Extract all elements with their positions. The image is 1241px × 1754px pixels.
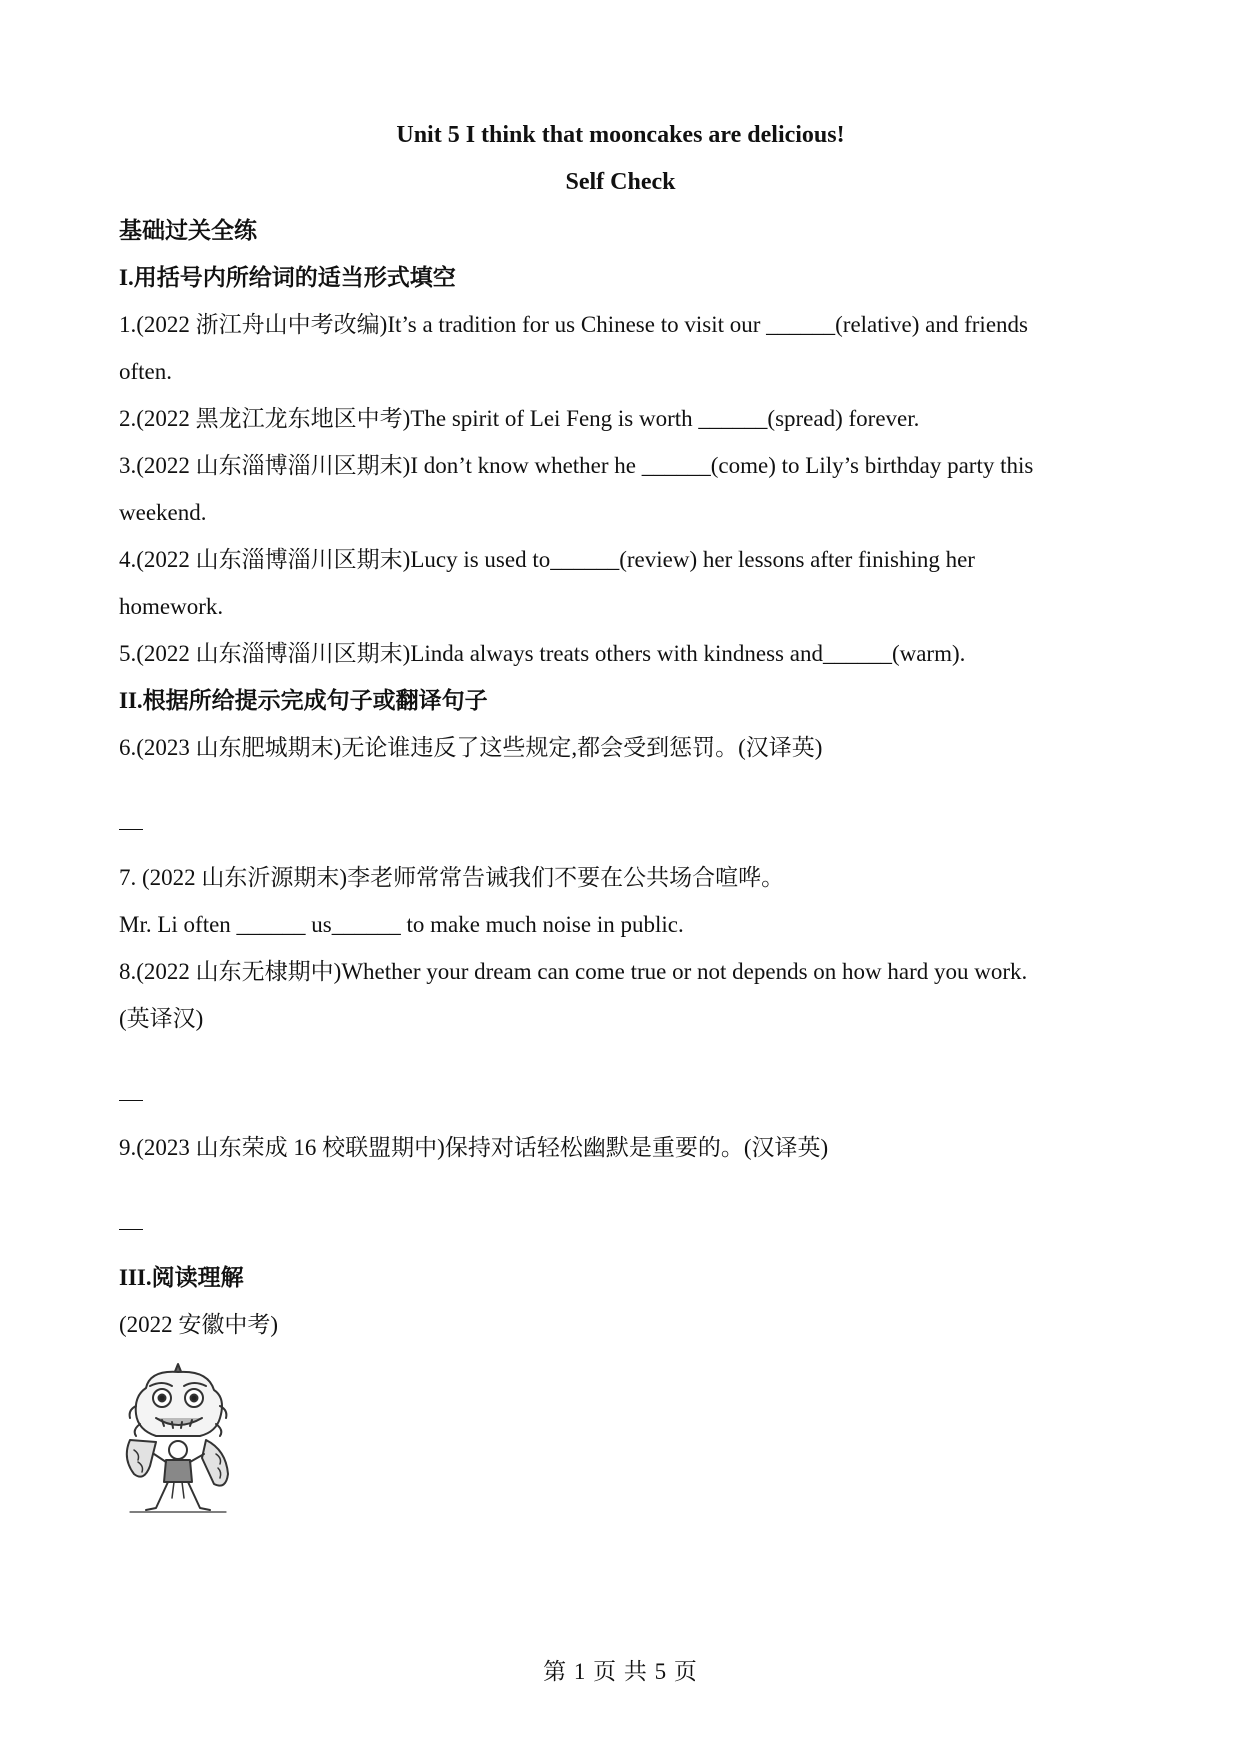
part1-heading: I.用括号内所给词的适当形式填空 <box>119 265 456 290</box>
question-7-line2: Mr. Li often ______ us______ to make much noise in public. <box>119 912 684 937</box>
question-9: 9.(2023 山东荣成 16 校联盟期中)保持对话轻松幽默是重要的。(汉译英) <box>119 1135 829 1160</box>
question-4-line2: homework. <box>119 594 224 619</box>
part2-heading: II.根据所给提示完成句子或翻译句子 <box>119 688 488 713</box>
lion-dance-illustration <box>116 1358 240 1516</box>
question-8-line2: (英译汉) <box>119 1006 204 1031</box>
section-subtitle: Self Check <box>565 169 676 195</box>
question-1-line1: 1.(2022 浙江舟山中考改编)It’s a tradition for us Chinese to visit our ______(relative) and friends <box>119 312 1028 337</box>
question-1-line2: often. <box>119 359 173 384</box>
question-3-line1: 3.(2022 山东淄博淄川区期末)I don’t know whether he ______(come) to Lily’s birthday party this <box>119 453 1034 478</box>
question-4-line1: 4.(2022 山东淄博淄川区期末)Lucy is used to______(review) her lessons after finishing her <box>119 547 975 572</box>
page-indicator: 第 1 页 共 5 页 <box>543 1659 698 1684</box>
question-6: 6.(2023 山东肥城期末)无论谁违反了这些规定,都会受到惩罚。(汉译英) <box>119 735 823 760</box>
unit-title: Unit 5 I think that mooncakes are delicious! <box>396 122 845 148</box>
question-2: 2.(2022 黑龙江龙东地区中考)The spirit of Lei Feng is worth ______(spread) forever. <box>119 406 920 431</box>
answer-line-9 <box>119 1229 143 1230</box>
section-label: 基础过关全练 <box>119 218 257 243</box>
answer-line-6 <box>119 829 143 830</box>
answer-line-8 <box>119 1100 143 1101</box>
question-5: 5.(2022 山东淄博淄川区期末)Linda always treats others with kindness and______(warm). <box>119 641 966 666</box>
part3-heading: III.阅读理解 <box>119 1265 244 1290</box>
question-3-line2: weekend. <box>119 500 207 525</box>
question-8-line1: 8.(2022 山东无棣期中)Whether your dream can come true or not depends on how hard you work. <box>119 959 1028 984</box>
question-7-line1: 7. (2022 山东沂源期末)李老师常常告诫我们不要在公共场合喧哗。 <box>119 865 785 890</box>
reading-source: (2022 安徽中考) <box>119 1312 279 1337</box>
